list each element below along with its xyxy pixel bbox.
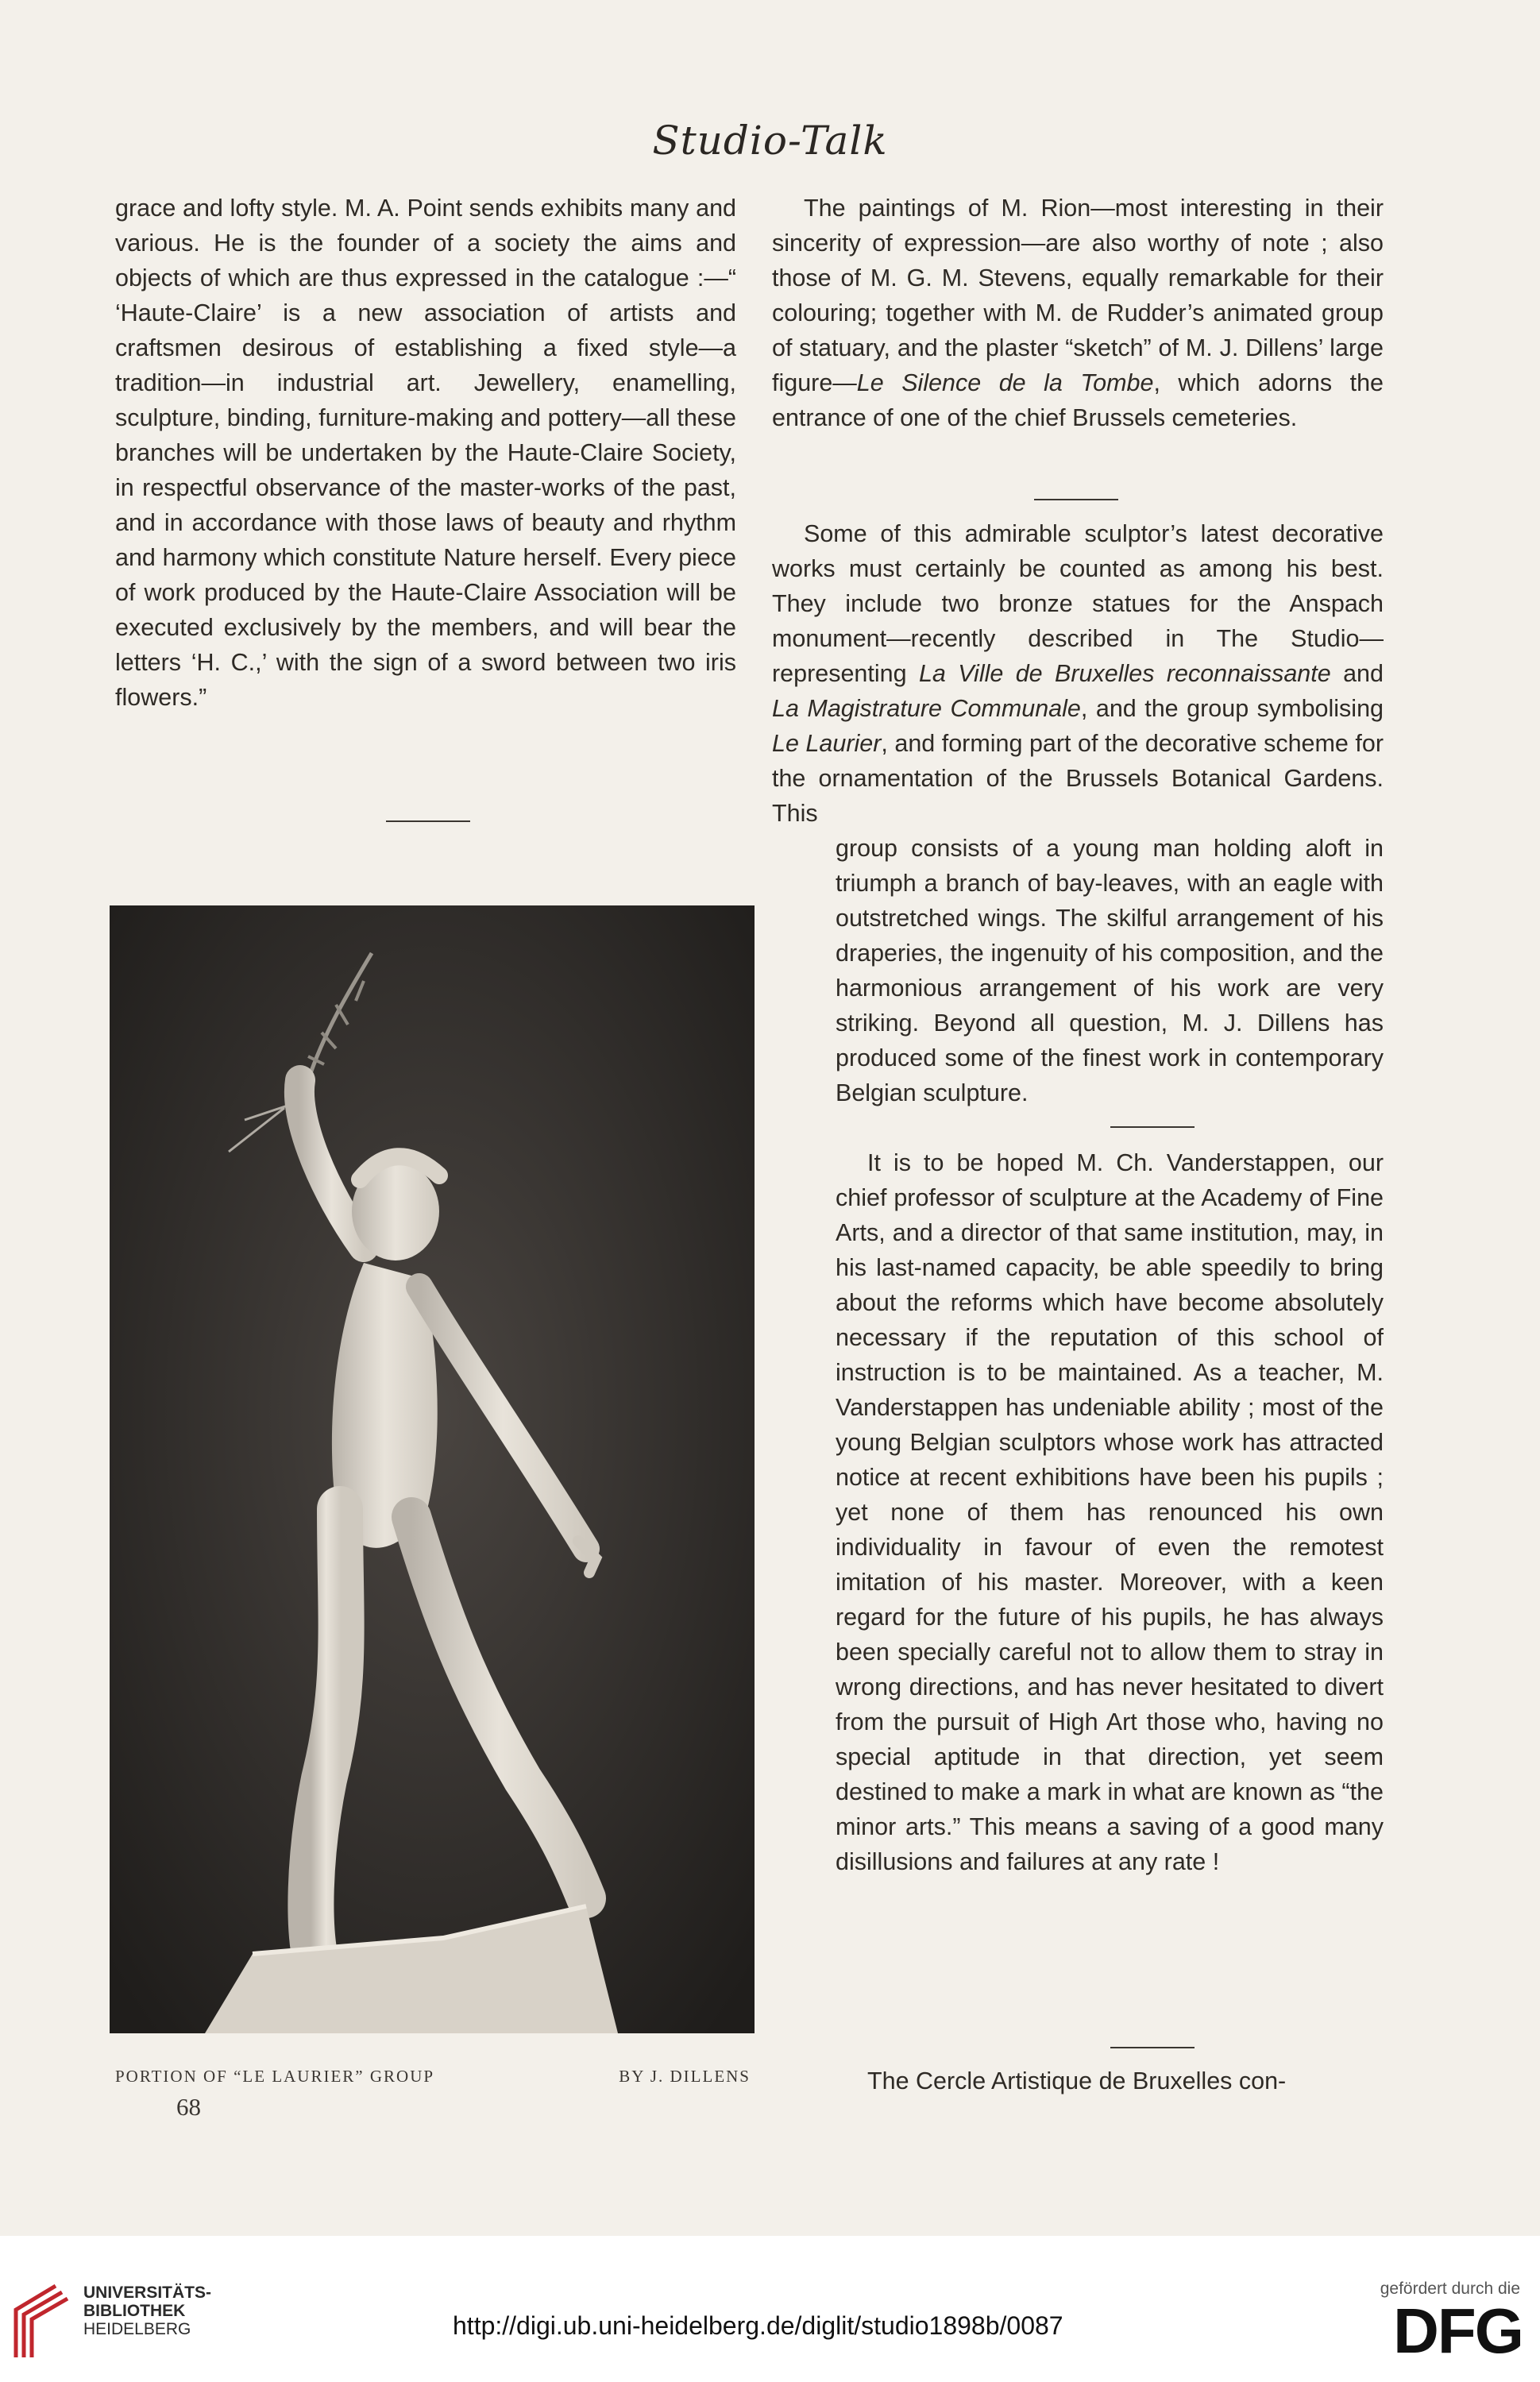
library-name-line: UNIVERSITÄTS- (83, 2284, 212, 2302)
library-name-line: HEIDELBERG (83, 2320, 191, 2338)
italic-title: Le Silence de la Tombe (856, 369, 1154, 396)
right-column-vanderstappen (836, 1145, 1384, 1879)
right-column-dillens (772, 516, 1384, 831)
paragraph-rion (772, 191, 1384, 435)
paragraph-vanderstappen: It is to be hoped M. Ch. Vanderstappen, our chief professor of sculpture at the Academy of Fine Arts, and a director of that same institution, may, in his last-named capacity, be able speedily to bring about the reforms which have become absolutely necessary if the reputation of this school of instruction is to be maintained. As a teacher, M. Vanderstappen has undeniable ability ; most of the young Belgian sculptors whose work has attracted notice at recent exhibitions have been his pupils ; yet none of them has renounced his own individuality in favour of even the remotest imitation of his master. Moreover, with a keen regard for the future of his pupils, he has always been specially careful not to allow them to stray in wrong directions, and has never hesitated to divert from the pursuit of High Art those who, having no special aptitude in that direction, yet seem destined to make a mark in what are known as “the minor arts.” This means a saving of a good many disillusions and failures at any rate ! (836, 1149, 1384, 1875)
text-run: Some of this admirable sculptor’s latest decorative works must certainly be counted as among his best. They include two bronze statues for the Anspach monument—recently described in The Studio—representing (772, 520, 1384, 687)
statue-illustration (110, 905, 755, 2033)
source-url-link[interactable]: http://digi.ub.uni-heidelberg.de/diglit/studio1898b/0087 (453, 2311, 1063, 2340)
page-number: 68 (176, 2093, 201, 2121)
section-rule (1110, 1126, 1195, 1128)
text-run: , and the group symbolising (1080, 695, 1384, 722)
paragraph-dillens (772, 516, 1384, 831)
text-run: The paintings of M. Rion—most interesting in their sincerity of expression—are also worthy of note ; also those of M. G. M. Stevens, equally remarkable for their colouring; together with M. de Rudder’s animated group of statuary, and the plaster “sketch” of M. J. Dillens’ large figure— (772, 195, 1384, 396)
left-column (115, 191, 736, 715)
section-rule (1034, 499, 1118, 500)
figure-caption (115, 2067, 751, 2087)
italic-title: Le Laurier (772, 730, 882, 757)
running-head: Studio-Talk (652, 118, 888, 164)
text-run: and (1330, 660, 1384, 687)
text-run: , which adorns the entrance of one of the chief Brussels cemeteries. (772, 369, 1384, 431)
caption-credit: BY J. DILLENS (619, 2067, 751, 2086)
funding-note: gefördert durch die (1380, 2280, 1520, 2298)
text-run: , and forming part of the decorative scheme for the ornamentation of the Brussels Botanical Gardens. This (772, 730, 1384, 827)
italic-title: La Ville de Bruxelles reconnaissante (918, 660, 1331, 687)
library-name (83, 2284, 211, 2338)
italic-title: La Magistrature Communale (772, 695, 1081, 722)
library-name-line: BIBLIOTHEK (83, 2302, 186, 2320)
statue-photograph (110, 905, 755, 2033)
section-rule (1110, 2047, 1195, 2048)
paragraph-dillens-cont: group consists of a young man holding aloft in triumph a branch of bay-leaves, with an eagle with outstretched wings. The skilful arrangement of his draperies, the ingenuity of his composition, and the harmonious arrangement of his work are very striking. Beyond all question, M. J. Dillens has produced some of the finest work in contemporary Belgian sculpture. (836, 835, 1384, 1106)
right-column-cercle (836, 2063, 1384, 2098)
section-rule (386, 820, 470, 822)
right-column-dillens-cont (836, 831, 1384, 1110)
library-logo-icon (8, 2278, 71, 2365)
dfg-logo: DFG (1393, 2295, 1523, 2366)
paragraph-cercle: The Cercle Artistique de Bruxelles con- (867, 2067, 1287, 2094)
digitization-footer (0, 2236, 1540, 2382)
right-column-top (772, 191, 1384, 435)
left-paragraph: grace and lofty style. M. A. Point sends exhibits many and various. He is the founder of a society the aims and objects of which are thus expressed in the catalogue :—“ ‘Haute-Claire’ is a new association of artists and craftsmen desirous of establishing a fixed style—a tradition—in industrial art. Jewellery, enamelling, sculpture, binding, furniture-making and pottery—all these branches will be undertaken by the Haute-Claire Society, in respectful observance of the master-works of the past, and in accordance with those laws of beauty and rhythm and harmony which constitute Nature herself. Every piece of work produced by the Haute-Claire Association will be executed exclusively by the members, and will bear the letters ‘H. C.,’ with the sign of a sword between two iris flowers.” (115, 195, 736, 711)
caption-title: PORTION OF “LE LAURIER” GROUP (115, 2067, 435, 2086)
